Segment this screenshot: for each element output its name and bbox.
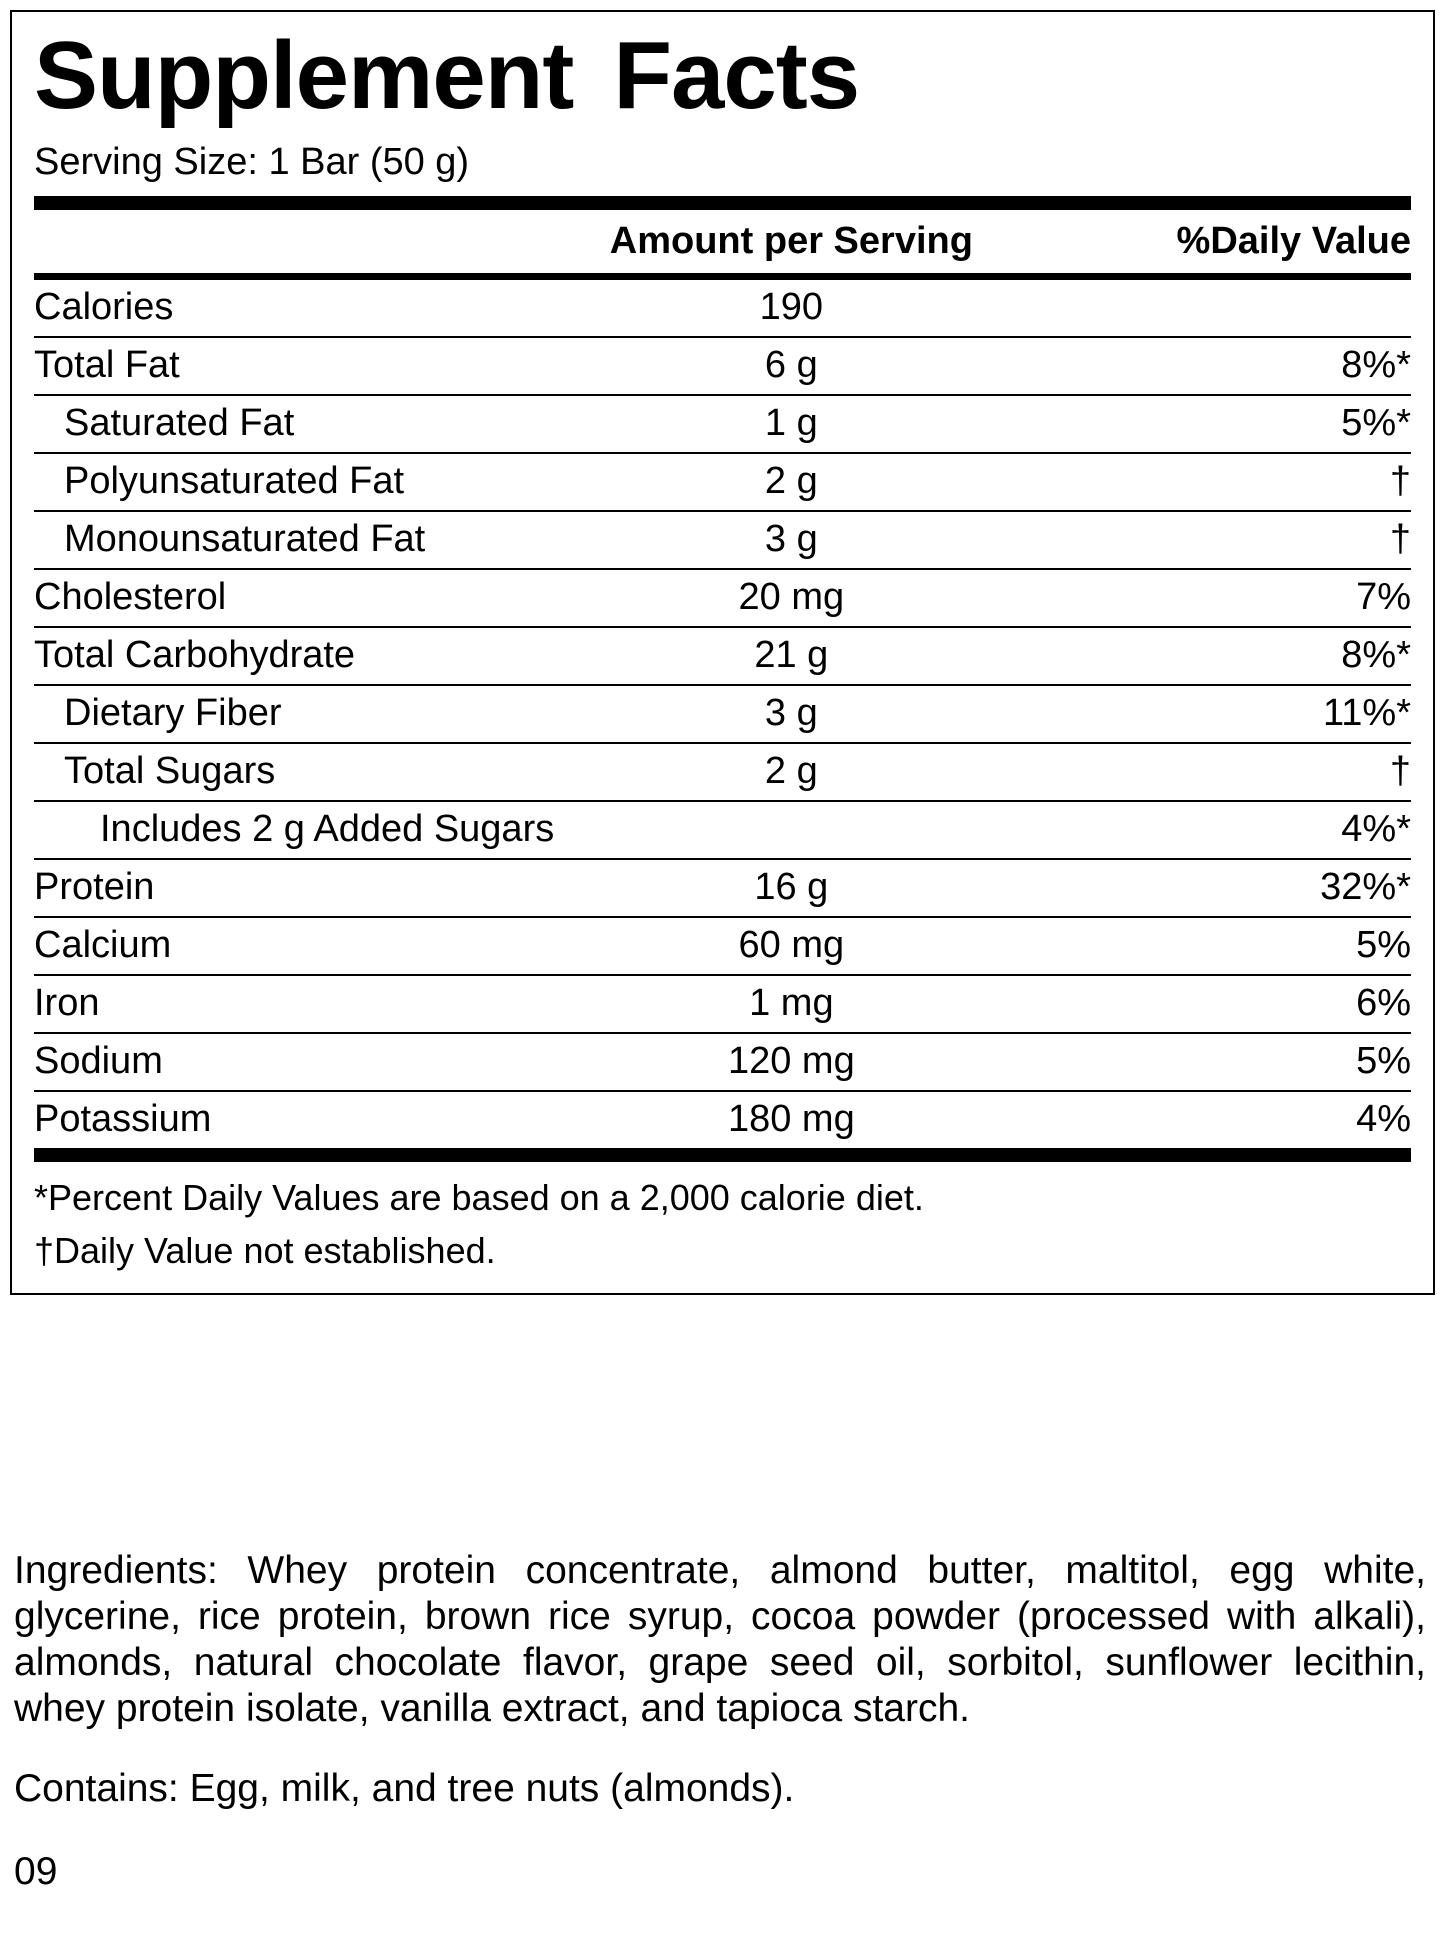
table-row: [34, 627, 1411, 685]
table-row: [34, 743, 1411, 801]
amount-per-serving-header: Amount per Serving: [609, 220, 973, 263]
nutrient-name: Polyunsaturated Fat: [34, 453, 557, 511]
footnote-daily-values: *Percent Daily Values are based on a 2,000 calorie diet.: [34, 1177, 924, 1219]
nutrient-amount: 60 mg: [557, 917, 1025, 975]
title-supplement: Supplement: [34, 22, 574, 129]
table-row: [34, 975, 1411, 1033]
nutrient-name: Calories: [34, 280, 557, 337]
nutrient-dv: 6%: [1025, 975, 1411, 1033]
nutrient-name: Iron: [34, 975, 557, 1033]
table-row: [34, 280, 1411, 337]
table-row: [34, 917, 1411, 975]
nutrient-amount: 190: [557, 280, 1025, 337]
table-row: [34, 453, 1411, 511]
nutrient-name: Potassium: [34, 1098, 212, 1141]
nutrient-name: Total Sugars: [34, 743, 557, 801]
nutrient-amount: 1 mg: [557, 975, 1025, 1033]
nutrient-name: Cholesterol: [34, 569, 557, 627]
nutrient-amount: 1 g: [557, 395, 1025, 453]
nutrient-amount: 2 g: [557, 743, 1025, 801]
table-row: [34, 859, 1411, 917]
nutrient-name: Total Carbohydrate: [34, 627, 557, 685]
nutrient-dv: †: [1025, 511, 1411, 569]
nutrient-dv: 8%*: [1025, 337, 1411, 395]
contains-allergens-text: Contains: Egg, milk, and tree nuts (almonds).: [14, 1767, 795, 1811]
nutrient-dv: 5%: [1025, 1033, 1411, 1091]
nutrient-name: Monounsaturated Fat: [34, 511, 557, 569]
label-body-text: [14, 1548, 1434, 1896]
nutrient-dv: 8%*: [1025, 627, 1411, 685]
nutrient-dv: 11%*: [1025, 685, 1411, 743]
table-row: [34, 1091, 1411, 1148]
nutrient-amount: [557, 801, 1025, 859]
table-row: [34, 685, 1411, 743]
nutrient-name: Sodium: [34, 1033, 557, 1091]
nutrient-dv: 4%: [1356, 1098, 1411, 1141]
nutrient-name: Includes 2 g Added Sugars: [34, 801, 557, 859]
serving-size: Serving Size: 1 Bar (50 g): [34, 140, 470, 183]
table-row: [34, 569, 1411, 627]
nutrient-name: Total Fat: [34, 337, 557, 395]
nutrient-dv: 4%*: [1025, 801, 1411, 859]
nutrient-dv: †: [1025, 743, 1411, 801]
title-facts: Facts: [613, 22, 860, 129]
table-row: [34, 395, 1411, 453]
nutrient-name: Calcium: [34, 917, 557, 975]
nutrition-table: [34, 280, 1411, 1148]
table-row: [34, 511, 1411, 569]
divider-med-headers: [34, 273, 1411, 280]
footnotes: [34, 1162, 1411, 1293]
nutrient-amount: 2 g: [557, 453, 1025, 511]
revision-code: 09: [14, 1849, 58, 1893]
nutrient-name: Protein: [34, 859, 557, 917]
nutrient-name: Dietary Fiber: [34, 685, 557, 743]
nutrient-amount: 3 g: [557, 685, 1025, 743]
page-title: [34, 22, 1411, 129]
daily-value-header: %Daily Value: [1176, 220, 1411, 263]
ingredients-text: Ingredients: Whey protein concentrate, almond butter, maltitol, egg white, glycerine, rice protein, brown rice syrup, cocoa powder (processed with alkali), almonds, natural chocolate flavor, grape seed oil, sorbitol, sunflower lecithin, whey protein isolate, vanilla extract, and tapioca starch.: [14, 1549, 1426, 1731]
nutrient-amount: 20 mg: [557, 569, 1025, 627]
nutrient-dv: 5%*: [1025, 395, 1411, 453]
column-headers: [34, 210, 1411, 273]
nutrient-amount: 180 mg: [727, 1098, 855, 1141]
nutrient-dv: 5%: [1025, 917, 1411, 975]
nutrient-dv: [1025, 280, 1411, 337]
nutrient-dv: 7%: [1025, 569, 1411, 627]
nutrient-amount: 6 g: [557, 337, 1025, 395]
facts-panel: [10, 10, 1435, 1295]
table-row: [34, 337, 1411, 395]
nutrient-dv: 32%*: [1025, 859, 1411, 917]
table-row: [34, 801, 1411, 859]
nutrient-amount: 16 g: [557, 859, 1025, 917]
nutrient-amount: 120 mg: [557, 1033, 1025, 1091]
nutrient-dv: †: [1025, 453, 1411, 511]
nutrient-amount: 3 g: [557, 511, 1025, 569]
divider-thick-top: [34, 196, 1411, 210]
table-row: [34, 1033, 1411, 1091]
nutrient-name: Saturated Fat: [34, 395, 557, 453]
divider-thick-bottom: [34, 1148, 1411, 1162]
nutrient-amount: 21 g: [557, 627, 1025, 685]
footnote-not-established: †Daily Value not established.: [34, 1229, 496, 1271]
